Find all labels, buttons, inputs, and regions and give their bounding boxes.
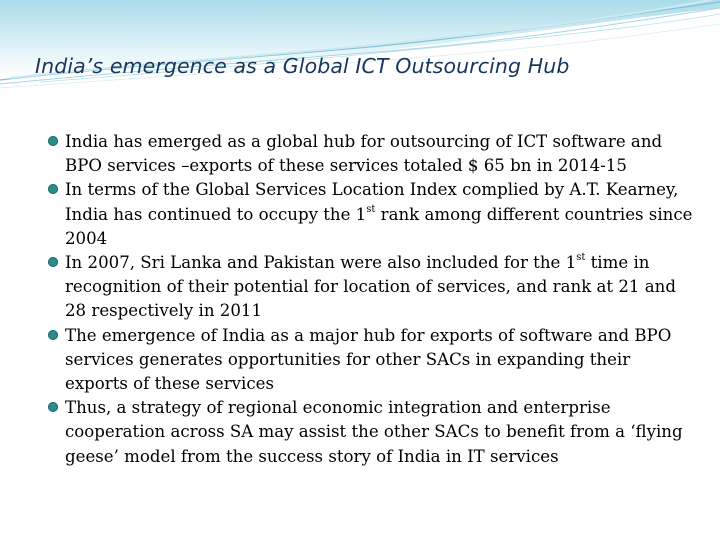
- bullet-text: The emergence of India as a major hub for exports of software and BPO services generates opportunities for other SACs in expanding their exports of these services: [65, 325, 672, 394]
- ordinal-suffix: st: [366, 204, 376, 216]
- bullet-text: In terms of the Global Services Location Index complied by A.T. Kearney, India has continued to occupy the 1: [65, 180, 679, 224]
- bullet-text-cont: rank among different countries since 2004: [65, 204, 693, 248]
- ordinal-suffix: st: [576, 252, 586, 264]
- bullet-dot-icon: [48, 330, 58, 340]
- slide-title: India’s emergence as a Global ICT Outsourcing Hub: [35, 54, 570, 78]
- bullet-item: [48, 130, 698, 178]
- bullet-text: In 2007, Sri Lanka and Pakistan were also included for the 1: [65, 253, 577, 273]
- bullet-text-cont: time in recognition of their potential for location of services, and rank at 21 and 28 respectively in 2011: [65, 253, 676, 321]
- bullet-item: [48, 251, 698, 324]
- bullet-item: [48, 178, 698, 251]
- bullet-dot-icon: [48, 184, 58, 194]
- bullet-dot-icon: [48, 402, 58, 412]
- bullet-dot-icon: [48, 136, 58, 146]
- bullet-text: Thus, a strategy of regional economic integration and enterprise cooperation across SA may assist the other SACs to benefit from a ‘flying geese’ model from the success story of India in IT services: [65, 398, 683, 466]
- bullet-dot-icon: [48, 257, 58, 267]
- bullet-item: [48, 396, 698, 469]
- bullet-item: [48, 324, 698, 397]
- bullet-list: [48, 130, 698, 469]
- bullet-text: India has emerged as a global hub for outsourcing of ICT software and BPO services –exports of these services totaled $ 65 bn in 2014-15: [65, 132, 663, 176]
